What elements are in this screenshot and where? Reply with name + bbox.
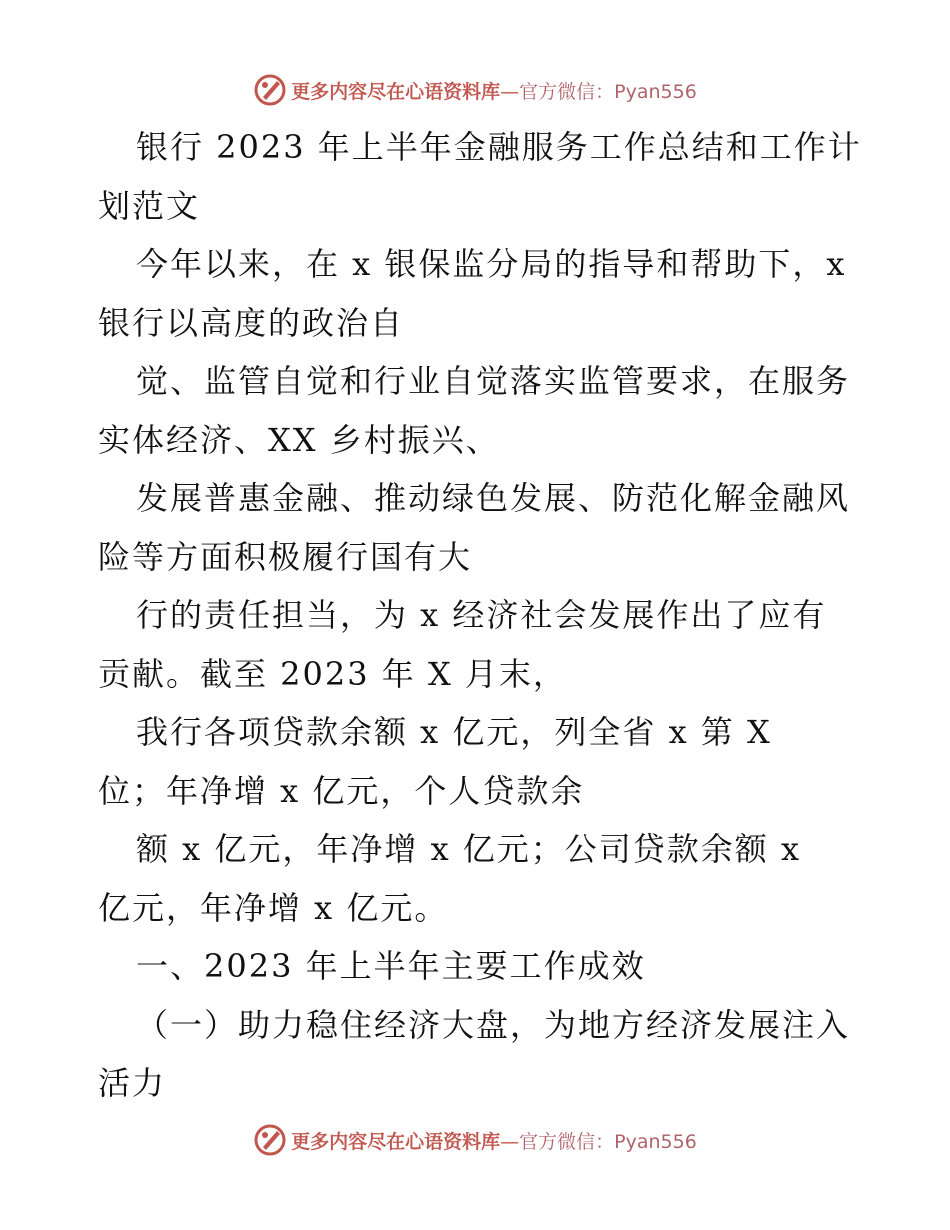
document-line: 今年以来，在 x 银保监分局的指导和帮助下，x — [136, 245, 847, 283]
banner-text — [291, 1127, 697, 1154]
document-line: 我行各项贷款余额 x 亿元，列全省 x 第 X — [136, 713, 772, 751]
document-line: 行的责任担当，为 x 经济社会发展作出了应有 — [136, 596, 827, 634]
document-line: 险等方面积极履行国有大 — [98, 537, 473, 576]
document-line: 实体经济、XX 乡村振兴、 — [98, 420, 500, 459]
banner-separator: — — [500, 1130, 520, 1153]
document-line: 银行以高度的政治自 — [98, 303, 405, 342]
document-line: 活力 — [98, 1064, 167, 1102]
banner-wechat-text: 官方微信：Pyan556 — [519, 80, 697, 103]
banner-wechat-text: 官方微信：Pyan556 — [519, 1130, 697, 1153]
header-banner — [0, 70, 950, 110]
document-line: 位；年净增 x 亿元，个人贷款余 — [98, 771, 585, 810]
banner-main-text: 更多内容尽在心语资料库 — [291, 80, 501, 103]
document-line: 亿元，年净增 x 亿元。 — [98, 888, 449, 927]
logo-icon — [253, 1123, 287, 1157]
document-line: （一）助力稳住经济大盘，为地方经济发展注入 — [136, 1005, 851, 1044]
document-line: 额 x 亿元，年净增 x 亿元；公司贷款余额 x — [136, 830, 802, 868]
banner-main-text: 更多内容尽在心语资料库 — [291, 1130, 501, 1153]
document-body — [98, 118, 862, 1113]
document-line: 银行 2023 年上半年金融服务工作总结和工作计 — [136, 128, 862, 166]
document-line: 划范文 — [98, 186, 201, 225]
footer-banner — [0, 1120, 950, 1160]
banner-separator: — — [500, 80, 520, 103]
document-line: 一、2023 年上半年主要工作成效 — [136, 947, 646, 985]
document-line: 发展普惠金融、推动绿色发展、防范化解金融风 — [136, 479, 851, 517]
document-line: 觉、监管自觉和行业自觉落实监管要求，在服务 — [136, 362, 851, 400]
document-text — [98, 118, 862, 1113]
logo-icon — [253, 73, 287, 107]
document-line: 贡献。截至 2023 年 X 月末， — [98, 654, 567, 693]
banner-text — [291, 77, 697, 104]
